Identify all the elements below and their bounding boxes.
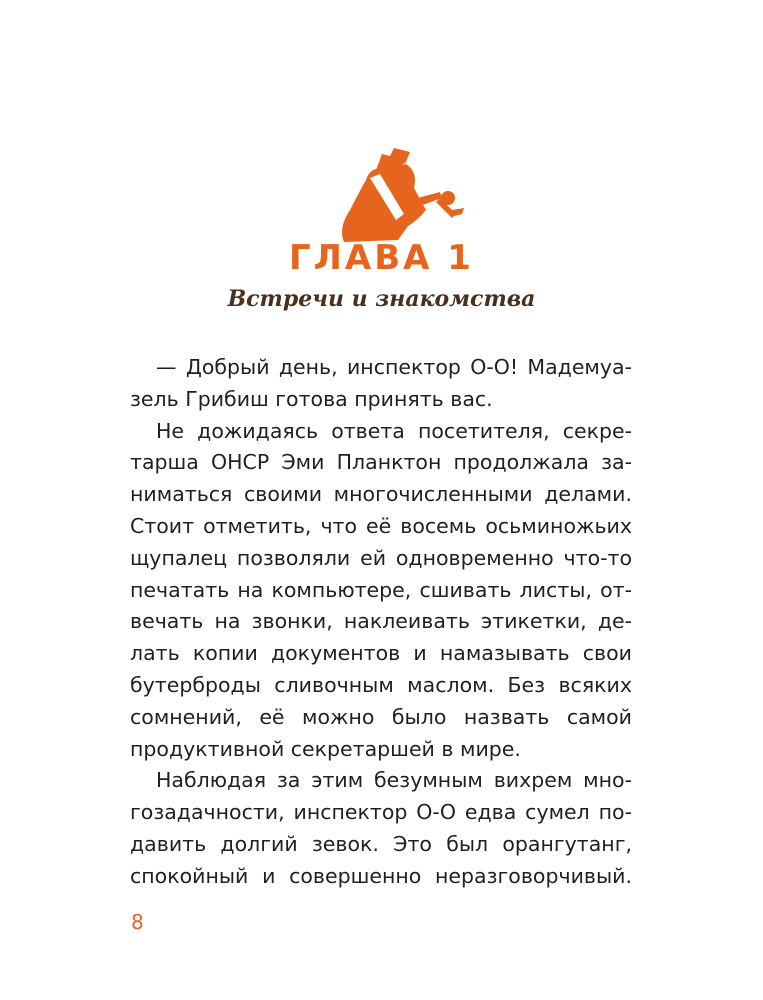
text-line: сомнений, её можно было назвать самой bbox=[130, 704, 632, 729]
text-line: продуктивной секретаршей в мире. bbox=[130, 736, 521, 761]
text-line: вечать на звонки, наклеивать этикетки, де- bbox=[130, 609, 632, 634]
text-line: — Добрый день, инспектор О-О! Мадемуа- bbox=[156, 355, 632, 379]
text-line: давить долгий зевок. Это был орангутанг, bbox=[130, 831, 632, 856]
text-line: спокойный и совершенно неразговорчивый. bbox=[130, 863, 632, 888]
text-line: Стоит отметить, что её восемь осьминожьих bbox=[130, 513, 632, 538]
text-line: ниматься своими многочисленными делами. bbox=[130, 482, 632, 507]
text-line: лать копии документов и намазывать свои bbox=[130, 641, 632, 666]
body-text bbox=[130, 352, 632, 893]
text-line: Наблюдая за этим безумным вихрем мно- bbox=[156, 768, 632, 793]
chapter-title: ГЛАВА 1 bbox=[289, 238, 474, 278]
chapter-subtitle: Встречи и знакомства bbox=[227, 286, 536, 312]
detective-silhouette-icon bbox=[336, 148, 466, 248]
text-line: бутерброды сливочным маслом. Без всяких bbox=[130, 672, 632, 697]
page-number: 8 bbox=[131, 910, 144, 934]
text-line: гозадачности, инспектор О-О едва сумел по- bbox=[130, 800, 632, 825]
text-line: зель Грибиш готова принять вас. bbox=[130, 386, 493, 411]
text-line: щупалец позволяли ей одновременно что-то bbox=[130, 545, 632, 570]
text-line: Не дожидаясь ответа посетителя, секре- bbox=[156, 418, 632, 443]
text-line: тарша ОНСР Эми Планктон продолжала за- bbox=[130, 450, 632, 475]
text-line: печатать на компьютере, сшивать листы, от- bbox=[130, 577, 632, 602]
